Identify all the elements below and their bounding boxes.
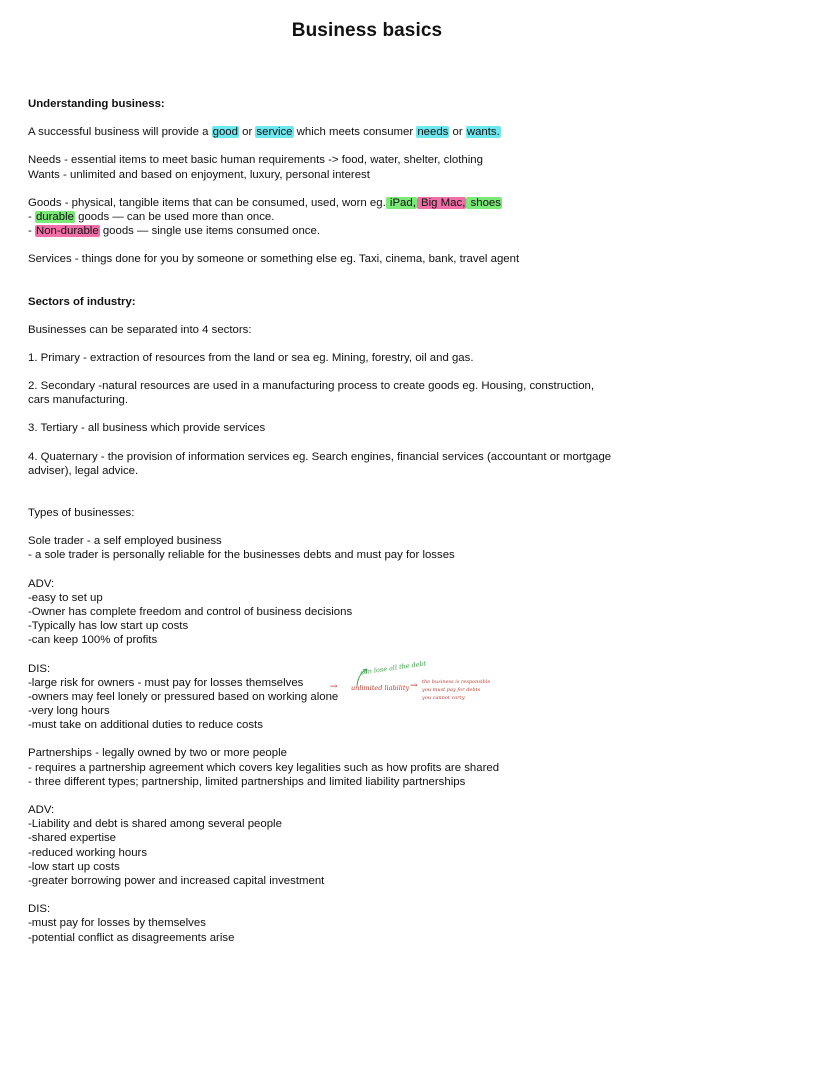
highlight-service: service: [256, 126, 293, 139]
sectors-intro: Businesses can be separated into 4 sectors:: [28, 323, 252, 336]
partnership-adv-label: ADV:: [28, 804, 55, 816]
partnership-adv-item: -greater borrowing power and increased capital investment: [28, 874, 325, 887]
bullet-dash: -: [28, 225, 35, 238]
sector-secondary: 2. Secondary -natural resources are used in a manufacturing process to create goods eg. Housing, construction,: [28, 380, 595, 393]
partnership-dis-item: -potential conflict as disagreements arise: [28, 931, 235, 944]
wants-definition: Wants - unlimited and based on enjoyment, luxury, personal interest: [28, 168, 370, 181]
highlight-ipad: iPad,: [386, 196, 416, 209]
partnership-adv-item: -low start up costs: [28, 860, 120, 873]
section-heading-understanding: Understanding business:: [28, 98, 165, 110]
goods-text: Goods - physical, tangible items that can be consumed, used, worn eg.: [28, 196, 386, 209]
handwritten-note-line: you cannot carry: [422, 695, 465, 701]
partnership-adv-item: -Liability and debt is shared among several people: [28, 818, 282, 831]
highlight-non-durable: Non-durable: [35, 225, 99, 238]
highlight-shoes: shoes: [467, 196, 501, 209]
sector-primary: 1. Primary - extraction of resources from the land or sea eg. Mining, forestry, oil and gas.: [28, 351, 474, 364]
sole-adv-item: -easy to set up: [28, 591, 103, 604]
sole-adv-item: -Owner has complete freedom and control of business decisions: [28, 605, 353, 618]
sole-adv-item: -Typically has low start up costs: [28, 620, 189, 633]
handwritten-note-line: you must pay for debts: [422, 687, 481, 693]
sole-trader-detail: - a sole trader is personally reliable for the businesses debts and must pay for losses: [28, 549, 455, 562]
handwritten-note-green: can lose all the debt: [359, 659, 427, 677]
highlight-wants: wants.: [466, 126, 500, 139]
document-body: [28, 97, 768, 945]
needs-definition: Needs - essential items to meet basic human requirements -> food, water, shelter, clothing: [28, 154, 483, 167]
partnership-dis-item: -must pay for losses by themselves: [28, 917, 206, 930]
non-durable-text: goods — single use items consumed once.: [99, 225, 320, 238]
sole-dis-label: DIS:: [28, 662, 51, 675]
handwritten-note-line: the business is responsible: [422, 679, 491, 685]
durable-text: goods — can be used more than once.: [74, 210, 275, 223]
handwritten-arrow: →: [330, 682, 338, 692]
sector-secondary-cont: cars manufacturing.: [28, 394, 129, 407]
non-durable-goods: [28, 224, 768, 238]
sole-dis-item: -very long hours: [28, 705, 110, 718]
page-title: Business basics: [291, 20, 443, 41]
sole-dis-item: -owners may feel lonely or pressured based on working alone: [28, 690, 339, 703]
highlight-big-mac: Big Mac,: [417, 196, 466, 209]
partnership-detail: - requires a partnership agreement which covers key legalities such as how profits are shared: [28, 761, 500, 774]
sole-dis-item: -must take on additional duties to reduce costs: [28, 719, 263, 732]
sole-trader-definition: Sole trader - a self employed business: [28, 535, 222, 548]
goods-definition: [28, 196, 768, 210]
services-definition: Services - things done for you by someone or something else eg. Taxi, cinema, bank, travel agent: [28, 253, 520, 266]
sole-adv-label: ADV:: [28, 577, 55, 590]
durable-goods: [28, 210, 768, 224]
sole-adv-item: -can keep 100% of profits: [28, 634, 158, 647]
partnership-definition: Partnerships - legally owned by two or more people: [28, 747, 287, 760]
highlight-durable: durable: [35, 210, 74, 223]
sector-quaternary: 4. Quaternary - the provision of information services eg. Search engines, financial services (accountant or mortgage: [28, 450, 612, 463]
sector-tertiary: 3. Tertiary - all business which provide services: [28, 422, 266, 435]
partnership-dis-label: DIS:: [28, 903, 51, 916]
section-heading-types: Types of businesses:: [28, 507, 135, 519]
highlight-needs: needs: [417, 126, 449, 139]
intro-text: A successful business will provide a: [28, 126, 212, 139]
partnership-adv-item: -reduced working hours: [28, 846, 148, 859]
intro-text: or: [238, 126, 256, 139]
intro-paragraph: [28, 125, 768, 139]
partnership-adv-item: -shared expertise: [28, 832, 117, 845]
intro-text: which meets consumer: [293, 126, 417, 139]
bullet-dash: -: [28, 210, 35, 223]
handwritten-unlimited-liability: unlimited liability: [351, 684, 410, 692]
sector-quaternary-cont: adviser), legal advice.: [28, 464, 139, 477]
intro-text: or: [449, 126, 466, 139]
highlight-good: good: [212, 126, 238, 139]
handwritten-arrow: →: [410, 681, 418, 691]
section-heading-sectors: Sectors of industry:: [28, 295, 136, 308]
partnership-detail: - three different types; partnership, limited partnerships and limited liability partnerships: [28, 775, 466, 788]
sole-dis-item: -large risk for owners - must pay for losses themselves: [28, 676, 304, 689]
